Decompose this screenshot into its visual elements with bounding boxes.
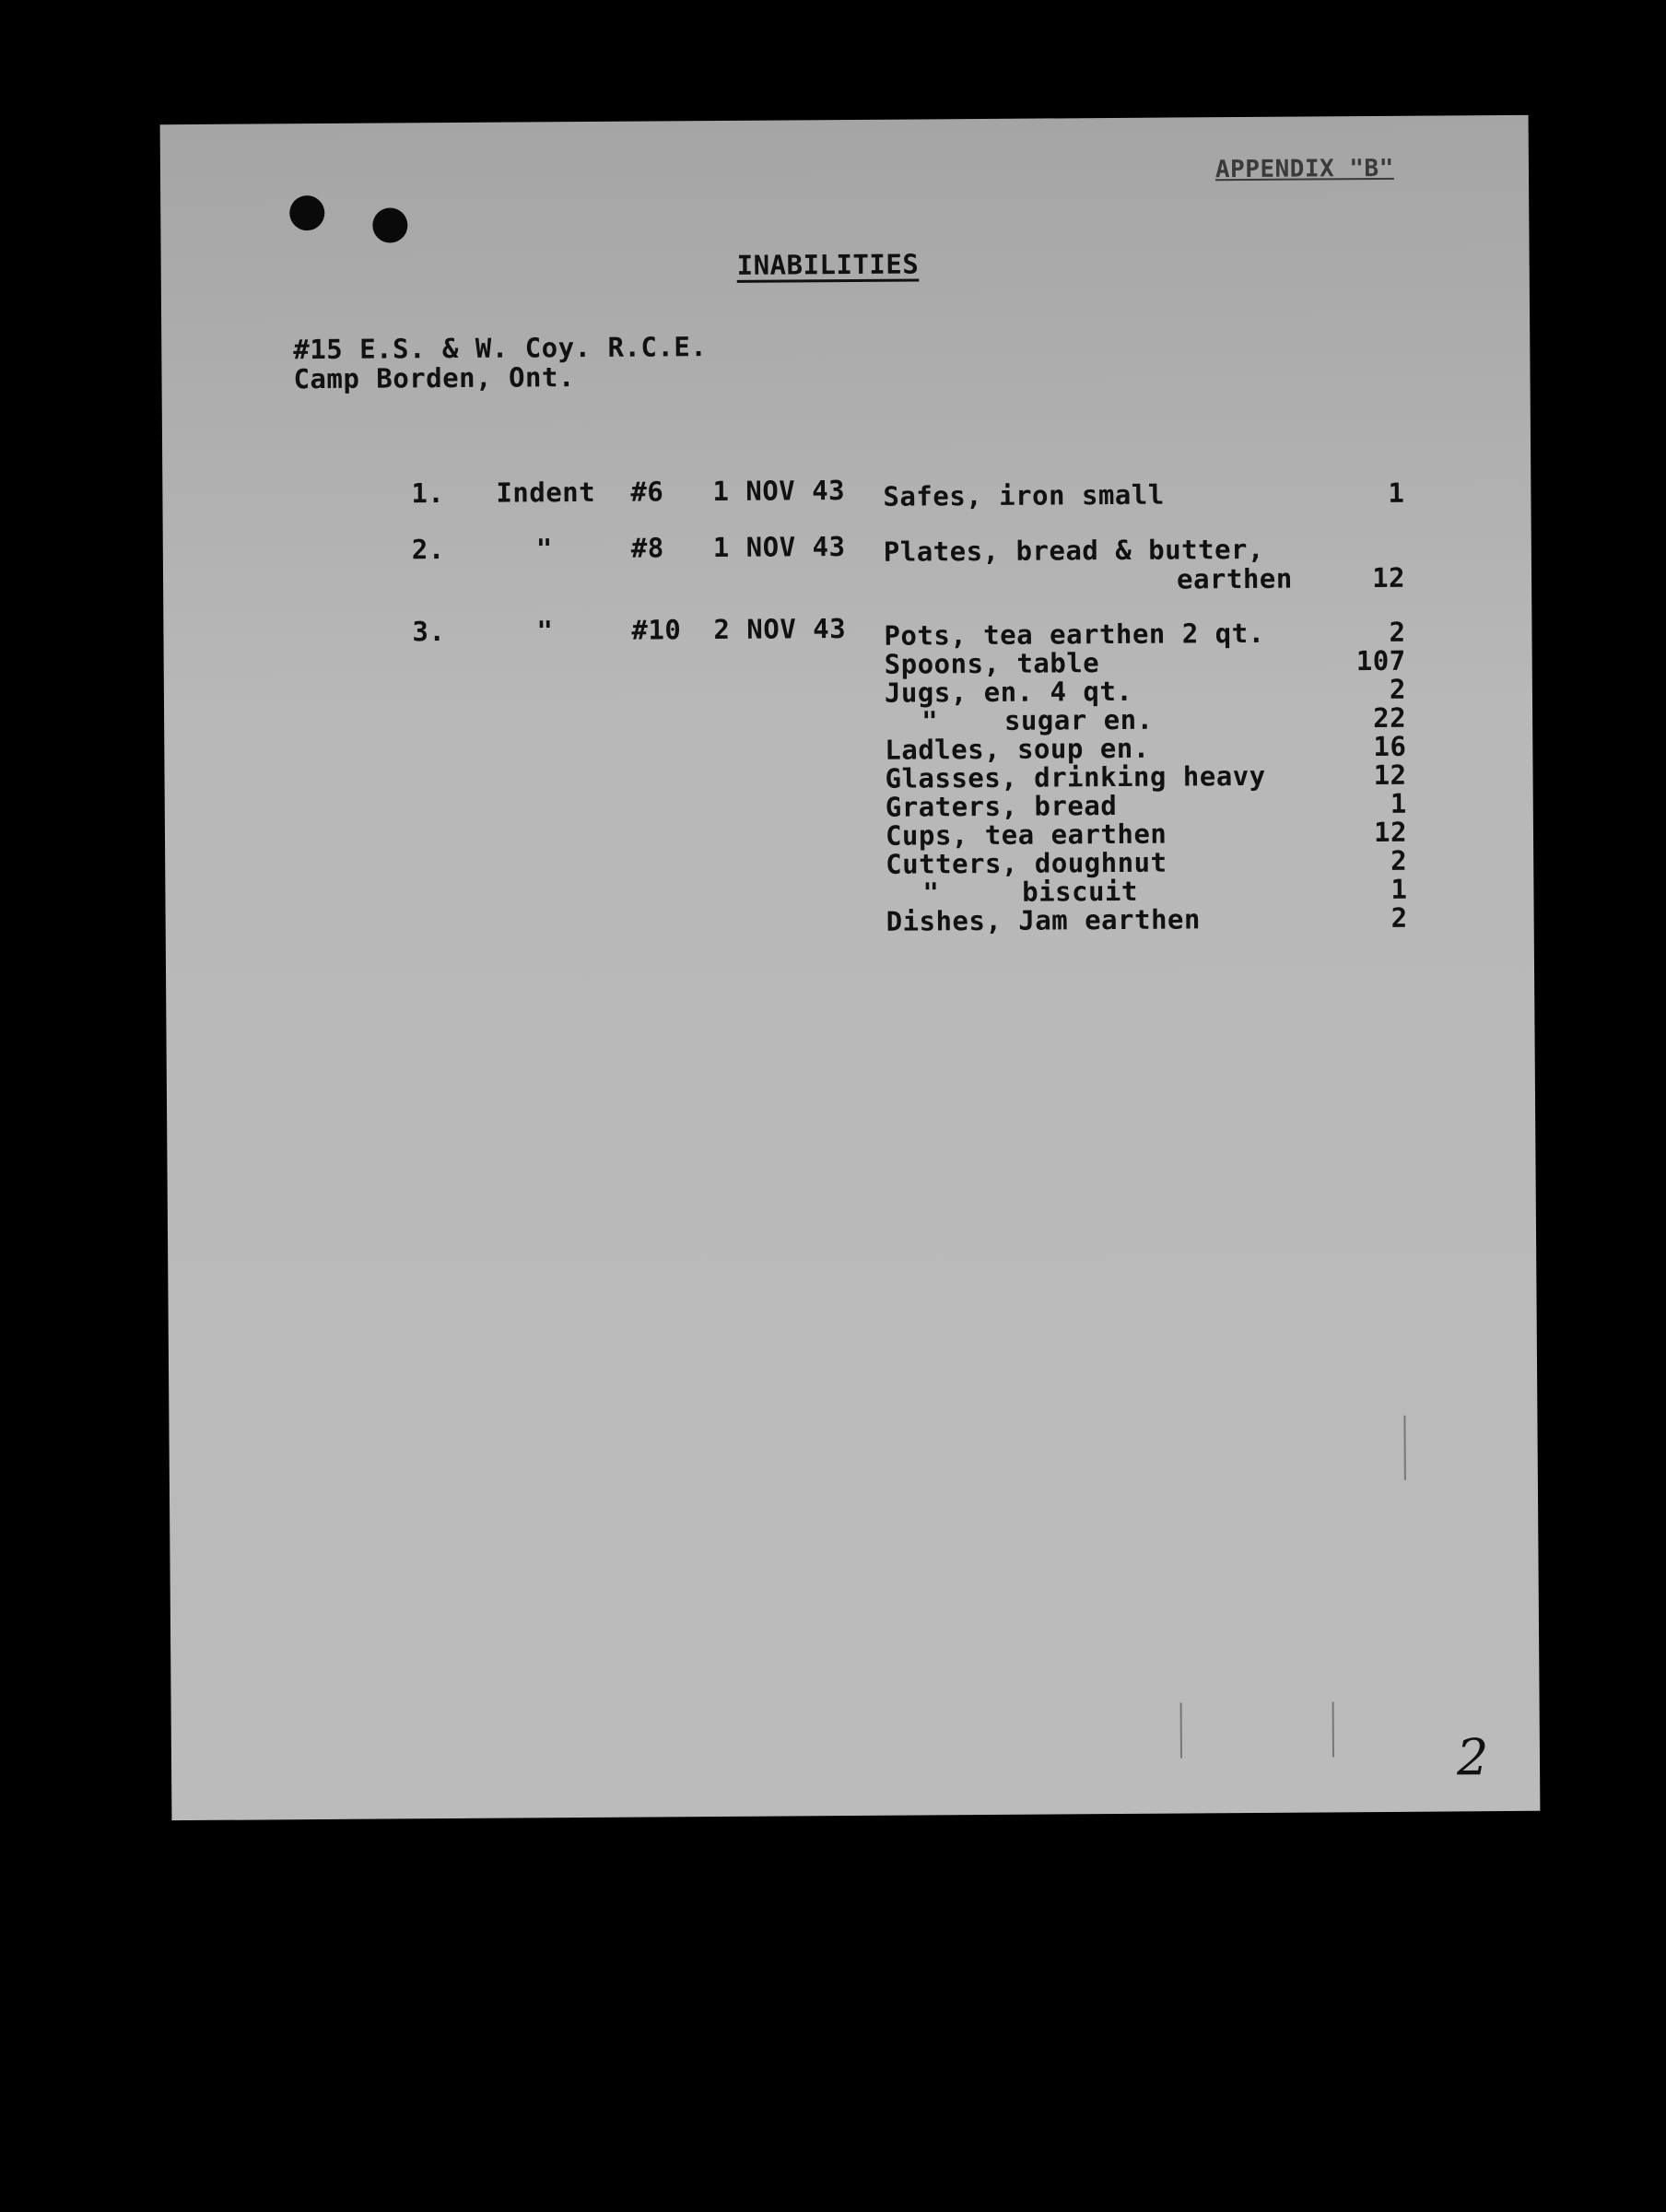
item-description: Graters, bread: [885, 789, 1118, 823]
entry-date: 2 NOV 43: [713, 613, 847, 646]
item-quantity: 22: [1373, 701, 1407, 735]
item-description: earthen: [1176, 562, 1293, 595]
scan-mark: [1403, 1416, 1405, 1480]
scan-mark: [1332, 1701, 1334, 1757]
item-description: Pots, tea earthen 2 qt.: [884, 617, 1265, 652]
item-description: Safes, iron small: [883, 478, 1165, 512]
page-title: INABILITIES: [736, 248, 920, 281]
item-quantity: 12: [1373, 759, 1407, 792]
entry-ref: #6: [630, 476, 664, 508]
item-quantity: 1: [1390, 873, 1408, 905]
item-description: Jugs, en. 4 qt.: [884, 675, 1133, 709]
item-description: Cutters, doughnut: [886, 846, 1167, 880]
scan-mark: [1180, 1703, 1182, 1759]
item-quantity: 2: [1389, 616, 1406, 648]
item-quantity: 16: [1373, 730, 1407, 763]
unit-location: Camp Borden, Ont.: [293, 361, 575, 395]
item-description: " biscuit: [922, 875, 1139, 909]
item-description: Cups, tea earthen: [885, 818, 1167, 852]
item-quantity: 12: [1372, 561, 1406, 594]
entry-date: 1 NOV 43: [712, 475, 846, 508]
item-description: Dishes, Jam earthen: [886, 903, 1201, 937]
appendix-label: APPENDIX "B": [1214, 154, 1394, 184]
entry-ref: #8: [630, 532, 664, 564]
item-description: Spoons, table: [884, 647, 1100, 680]
item-quantity: 2: [1389, 673, 1407, 705]
punch-hole-left: [289, 195, 324, 230]
entry-type: ": [535, 533, 553, 565]
item-quantity: 12: [1373, 816, 1408, 849]
entry-number: 1.: [411, 477, 445, 510]
item-description: Glasses, drinking heavy: [885, 759, 1266, 794]
entry-number: 3.: [412, 616, 446, 648]
entry-date: 1 NOV 43: [712, 531, 846, 564]
document-page: [160, 115, 1541, 1820]
page-number: 2: [1456, 1728, 1489, 1787]
item-description: Plates, bread & butter,: [883, 533, 1265, 568]
punch-hole-right: [372, 207, 407, 242]
item-quantity: 2: [1390, 844, 1408, 877]
item-description: Ladles, soup en.: [885, 732, 1150, 766]
entry-ref: #10: [631, 614, 682, 646]
entry-type: Indent: [496, 476, 596, 509]
item-description: " sugar en.: [921, 703, 1154, 737]
item-quantity: 2: [1390, 901, 1408, 934]
entry-type: ": [536, 615, 554, 647]
item-quantity: 1: [1390, 787, 1407, 819]
unit-name: #15 E.S. & W. Coy. R.C.E.: [293, 331, 708, 366]
item-quantity: 1: [1388, 477, 1405, 509]
item-quantity: 107: [1355, 644, 1406, 677]
entry-number: 2.: [411, 534, 445, 566]
